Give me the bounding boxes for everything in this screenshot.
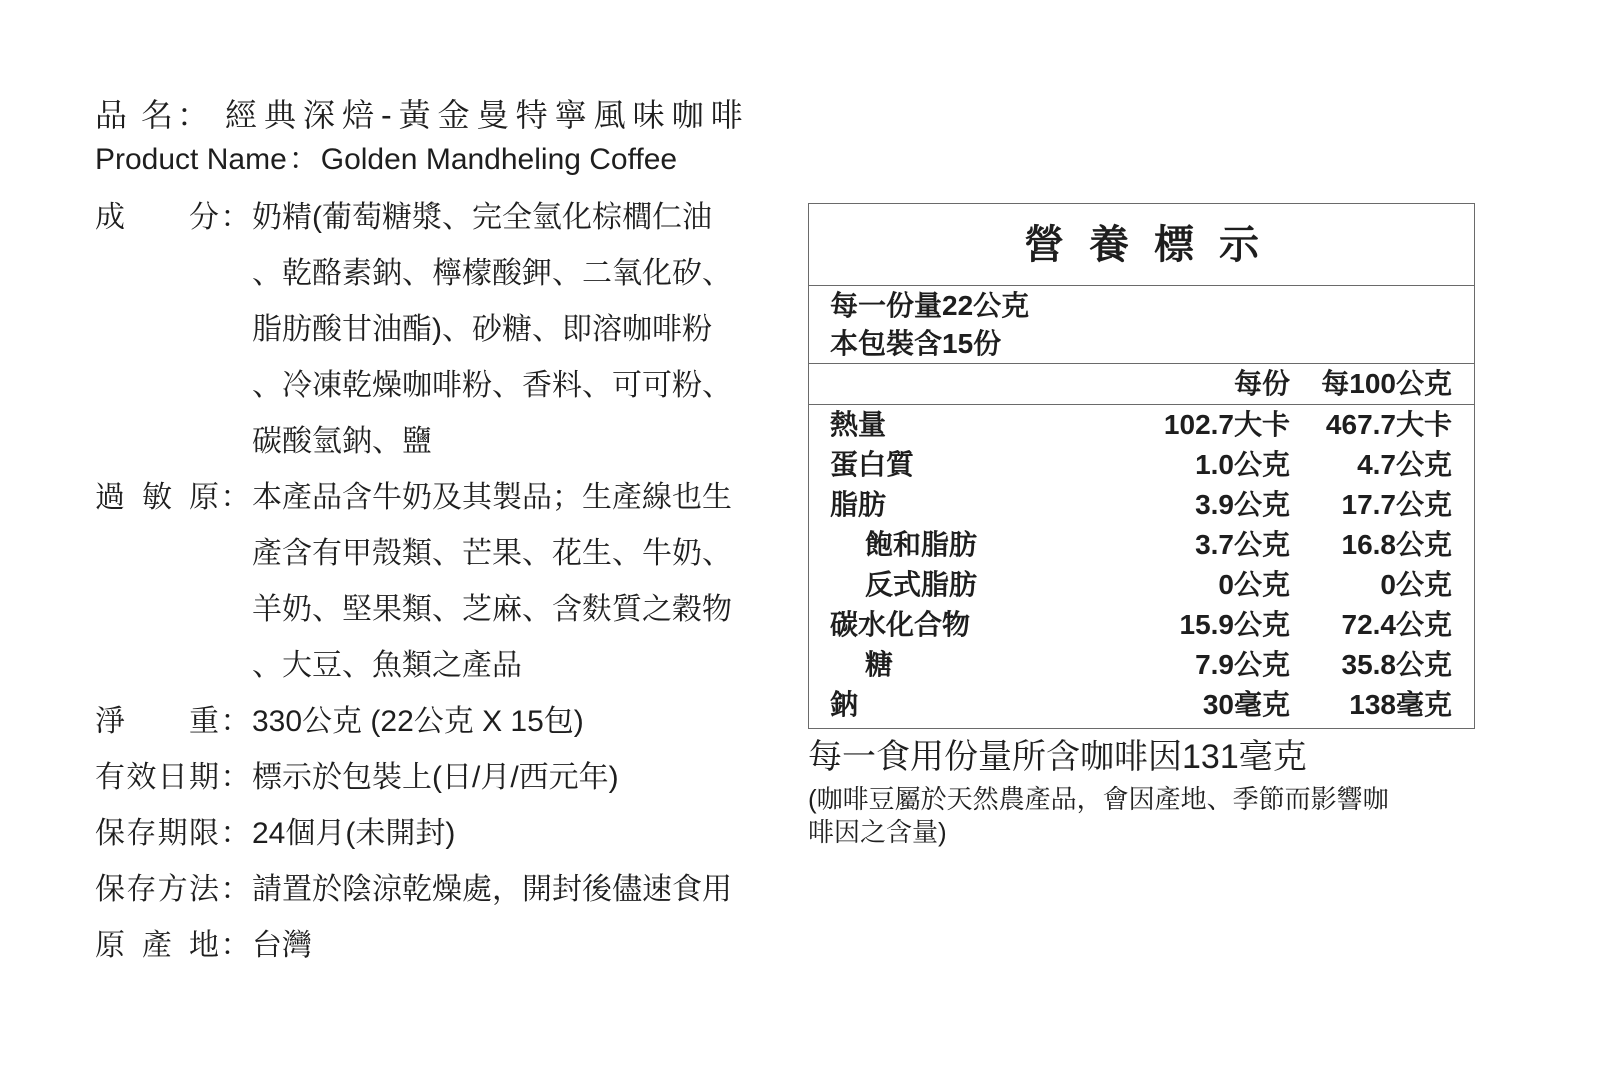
- nutrient-name: 熱量: [830, 409, 887, 440]
- field-line: 台灣: [252, 929, 312, 962]
- nutrition-facts-table: [808, 203, 1475, 729]
- field-line: 脂肪酸甘油酯)、砂糖、即溶咖啡粉: [252, 313, 712, 346]
- nutrient-per-100g: 35.8公克: [1341, 649, 1452, 680]
- field-shelf-life: [95, 806, 775, 862]
- caffeine-note-line: 啡因之含量): [808, 817, 947, 847]
- nutrition-rows: [809, 405, 1474, 725]
- product-name-zh-value: 經典深焙-黃金曼特寧風味咖啡: [225, 97, 750, 133]
- field-colon: ：: [220, 761, 251, 794]
- nutrition-row-saturated-fat: [809, 525, 1474, 565]
- field-line: 標示於包裝上(日/月/西元年): [252, 761, 619, 794]
- nutrient-per-serving: 30毫克: [1202, 689, 1290, 720]
- column-header-per-100g: 每100公克: [1321, 368, 1452, 399]
- field-label: 保存期限: [95, 817, 219, 850]
- nutrition-row-sodium: [809, 685, 1474, 725]
- field-colon: ：: [220, 817, 251, 850]
- field-line: 碳酸氫鈉、鹽: [252, 425, 432, 458]
- nutrient-per-100g: 72.4公克: [1341, 609, 1452, 640]
- nutrient-per-serving: 1.0公克: [1195, 449, 1290, 480]
- product-name-zh: [95, 90, 750, 140]
- column-header-per-serving: 每份: [1233, 368, 1290, 399]
- nutrition-title: 營養標示: [809, 204, 1474, 286]
- caffeine-note: [808, 783, 1389, 849]
- field-line: 羊奶、堅果類、芝麻、含麩質之穀物: [252, 593, 732, 626]
- nutrient-name: 糖: [865, 649, 894, 680]
- servings-per-package: 本包裝含15份: [830, 328, 1002, 359]
- nutrient-per-100g: 16.8公克: [1341, 529, 1452, 560]
- field-colon: ：: [220, 481, 251, 514]
- product-name-en-value: Golden Mandheling Coffee: [320, 143, 678, 176]
- field-origin: [95, 918, 775, 974]
- product-info-fields: [95, 190, 775, 974]
- field-colon: ：: [220, 873, 251, 906]
- nutrient-per-serving: 7.9公克: [1195, 649, 1290, 680]
- field-expiry: [95, 750, 775, 806]
- field-line: 本產品含牛奶及其製品；生產線也生: [252, 481, 732, 514]
- field-value: [252, 694, 584, 750]
- product-name-zh-colon: ：: [176, 97, 209, 133]
- nutrient-per-serving: 0公克: [1218, 569, 1290, 600]
- column-header-blank: [809, 364, 1130, 404]
- nutrient-per-100g: 467.7大卡: [1325, 409, 1452, 440]
- nutrition-row-fat: [809, 485, 1474, 525]
- field-allergens: [95, 470, 775, 694]
- nutrient-per-serving: 102.7大卡: [1163, 409, 1290, 440]
- nutrient-name: 鈉: [830, 689, 859, 720]
- nutrient-per-serving: 3.7公克: [1195, 529, 1290, 560]
- product-name-en: [95, 140, 677, 180]
- nutrition-column-header: [809, 364, 1474, 405]
- nutrient-name: 碳水化合物: [830, 609, 971, 640]
- field-line: 24個月(未開封): [252, 817, 456, 850]
- product-name-zh-label: 品名: [95, 97, 173, 133]
- field-label: 有效日期: [95, 761, 219, 794]
- nutrient-per-100g: 4.7公克: [1357, 449, 1452, 480]
- field-value: [252, 750, 619, 806]
- nutrient-per-serving: 3.9公克: [1195, 489, 1290, 520]
- nutrition-row-protein: [809, 445, 1474, 485]
- caffeine-note-line: (咖啡豆屬於天然農產品，會因產地、季節而影響咖: [808, 784, 1389, 814]
- nutrition-row-carbohydrate: [809, 605, 1474, 645]
- field-colon: ：: [220, 705, 251, 738]
- field-colon: ：: [220, 929, 251, 962]
- nutrient-per-serving: 15.9公克: [1179, 609, 1290, 640]
- serving-size: 每一份量22公克: [830, 290, 1030, 321]
- field-value: [252, 806, 455, 862]
- field-line: 產含有甲殼類、芒果、花生、牛奶、: [252, 537, 732, 570]
- product-name-en-label: Product Name: [95, 143, 287, 176]
- field-value: [252, 190, 732, 470]
- nutrient-per-100g: 17.7公克: [1341, 489, 1452, 520]
- nutrient-per-100g: 0公克: [1380, 569, 1452, 600]
- nutrient-name: 蛋白質: [830, 449, 915, 480]
- field-net-weight: [95, 694, 775, 750]
- field-label: 原產地: [95, 929, 219, 962]
- product-name-en-colon: ：: [288, 143, 319, 176]
- nutrition-serving-info: [809, 286, 1474, 364]
- nutrient-per-100g: 138毫克: [1349, 689, 1452, 720]
- field-line: 330公克 (22公克 X 15包): [252, 705, 584, 738]
- field-value: [252, 862, 732, 918]
- field-ingredients: [95, 190, 775, 470]
- field-value: [252, 470, 732, 694]
- field-line: 、冷凍乾燥咖啡粉、香料、可可粉、: [252, 369, 732, 402]
- field-value: [252, 918, 312, 974]
- field-label: 淨重: [95, 705, 219, 738]
- field-colon: ：: [220, 201, 251, 234]
- field-label: 成分: [95, 201, 219, 234]
- field-line: 請置於陰涼乾燥處，開封後儘速食用: [252, 873, 732, 906]
- nutrient-name: 脂肪: [830, 489, 887, 520]
- field-line: 、乾酪素鈉、檸檬酸鉀、二氧化矽、: [252, 257, 732, 290]
- field-label: 過敏原: [95, 481, 219, 514]
- nutrition-row-trans-fat: [809, 565, 1474, 605]
- nutrition-row-sugar: [809, 645, 1474, 685]
- nutrient-name: 反式脂肪: [865, 569, 978, 600]
- field-line: 、大豆、魚類之產品: [252, 649, 522, 682]
- field-label: 保存方法: [95, 873, 219, 906]
- field-storage: [95, 862, 775, 918]
- field-line: 奶精(葡萄糖漿、完全氫化棕櫚仁油: [252, 201, 712, 234]
- nutrition-row-calories: [809, 405, 1474, 445]
- nutrient-name: 飽和脂肪: [865, 529, 978, 560]
- caffeine-content: 每一食用份量所含咖啡因131毫克: [808, 738, 1307, 776]
